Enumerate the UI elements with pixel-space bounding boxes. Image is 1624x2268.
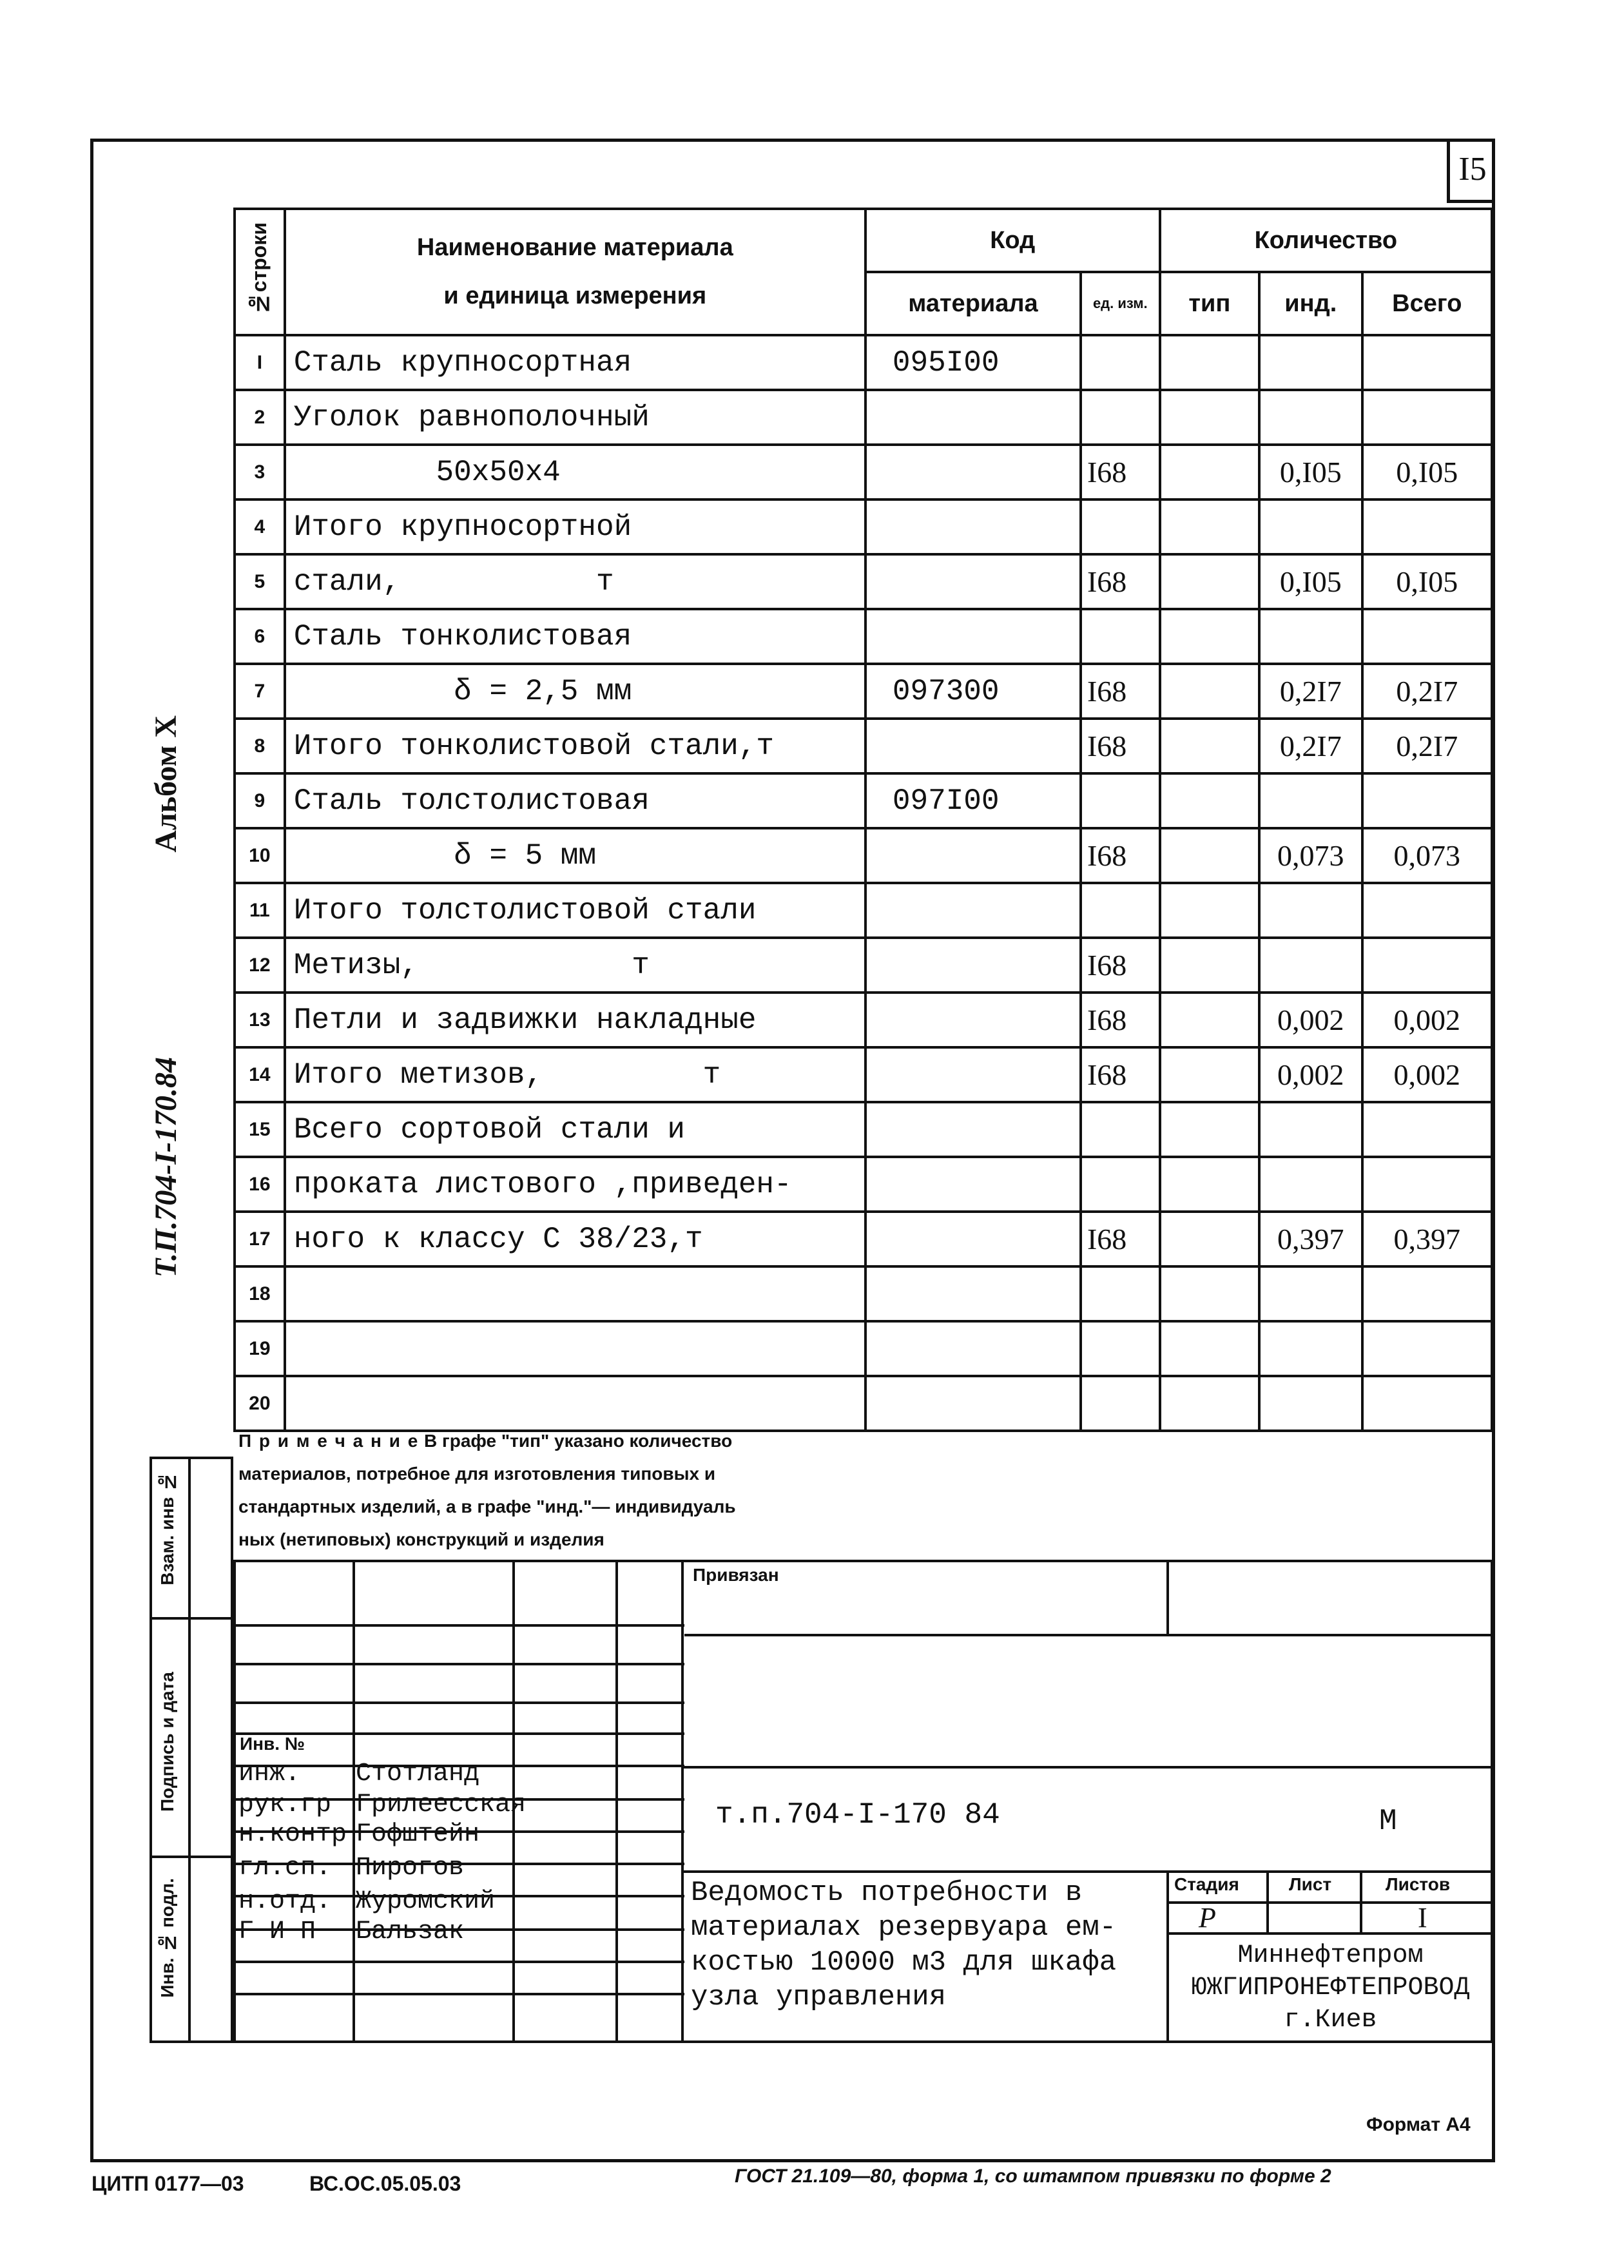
- row-total: 0,2I7: [1362, 719, 1492, 773]
- table-row: [235, 828, 1492, 883]
- row-total: 0,002: [1362, 993, 1492, 1047]
- signer-role: Г И П: [238, 1917, 316, 1946]
- row-name: Сталь толстолистовая: [285, 773, 865, 828]
- row-unit: I68: [1081, 828, 1160, 883]
- table-row: [235, 390, 1492, 445]
- row-ind: [1259, 390, 1362, 445]
- row-total: 0,2I7: [1362, 664, 1492, 719]
- format-label: Формат А4: [1366, 2114, 1471, 2135]
- row-total: [1362, 1157, 1492, 1212]
- row-unit: I68: [1081, 938, 1160, 993]
- row-code: [865, 828, 1081, 883]
- signer-role: инж.: [238, 1759, 301, 1788]
- row-unit: I68: [1081, 993, 1160, 1047]
- row-code: [865, 719, 1081, 773]
- table-row: [235, 1376, 1492, 1431]
- row-type: [1160, 390, 1259, 445]
- stamp-doc-title: Ведомость потребности в материалах резервуара ем- костью 10000 м3 для шкафа узла управления: [691, 1877, 1117, 2013]
- row-type: [1160, 773, 1259, 828]
- table-row: [235, 938, 1492, 993]
- signer-role: рук.гр: [238, 1790, 332, 1819]
- row-code: [865, 1047, 1081, 1102]
- row-type: [1160, 1266, 1259, 1321]
- signer-role: н.отд.: [238, 1887, 332, 1916]
- row-total: [1362, 1321, 1492, 1376]
- row-code: [865, 390, 1081, 445]
- row-number: 11: [235, 883, 285, 938]
- row-total: [1362, 883, 1492, 938]
- row-ind: 0,2I7: [1259, 719, 1362, 773]
- stage-label: Стадия: [1174, 1874, 1239, 1894]
- row-number: 2: [235, 390, 285, 445]
- table-row: [235, 664, 1492, 719]
- row-code: [865, 1376, 1081, 1431]
- row-code: [865, 1321, 1081, 1376]
- row-unit: [1081, 883, 1160, 938]
- note-title: П р и м е ч а н и е: [238, 1431, 420, 1451]
- left-stamp-strip: [150, 1457, 233, 2043]
- note-line-1: В графе "тип" указано количество: [424, 1431, 733, 1451]
- row-number: 5: [235, 554, 285, 609]
- row-total: [1362, 335, 1492, 390]
- row-number: 15: [235, 1102, 285, 1157]
- header-quantity: Количество: [1160, 209, 1492, 272]
- row-total: 0,073: [1362, 828, 1492, 883]
- row-name: Метизы, т: [285, 938, 865, 993]
- row-type: [1160, 828, 1259, 883]
- row-ind: [1259, 1376, 1362, 1431]
- side-doc-code: Т.П.704-I-170.84: [149, 1057, 183, 1278]
- row-number: 9: [235, 773, 285, 828]
- sheet-number: I5: [1447, 139, 1495, 203]
- row-type: [1160, 335, 1259, 390]
- table-row: [235, 499, 1492, 554]
- row-total: [1362, 773, 1492, 828]
- signer-name: Стотланд: [356, 1759, 480, 1788]
- note-line-4: ных (нетиповых) конструкций и изделия: [238, 1529, 604, 1549]
- table-row: [235, 335, 1492, 390]
- footer-gost: ГОСТ 21.109—80, форма 1, со штампом привязки по форме 2: [735, 2166, 1331, 2187]
- row-name: Уголок равнополочный: [285, 390, 865, 445]
- row-type: [1160, 609, 1259, 664]
- row-name: δ = 5 мм: [285, 828, 865, 883]
- row-type: [1160, 1212, 1259, 1266]
- row-type: [1160, 719, 1259, 773]
- row-number: 13: [235, 993, 285, 1047]
- vzam-inv-label: Взам. инв №: [157, 1472, 177, 1585]
- row-code: [865, 445, 1081, 499]
- row-total: [1362, 938, 1492, 993]
- table-row: [235, 609, 1492, 664]
- row-number: 3: [235, 445, 285, 499]
- podpis-label: Подпись и дата: [157, 1672, 177, 1812]
- row-type: [1160, 883, 1259, 938]
- row-name: 50х50х4: [285, 445, 865, 499]
- row-unit: [1081, 1376, 1160, 1431]
- row-number: 12: [235, 938, 285, 993]
- row-name: Сталь крупносортная: [285, 335, 865, 390]
- row-number: 7: [235, 664, 285, 719]
- row-code: [865, 1157, 1081, 1212]
- table-row: [235, 1102, 1492, 1157]
- row-ind: 0,002: [1259, 1047, 1362, 1102]
- header-total: Всего: [1362, 272, 1492, 335]
- row-unit: [1081, 1157, 1160, 1212]
- row-number: 8: [235, 719, 285, 773]
- row-ind: [1259, 1266, 1362, 1321]
- row-type: [1160, 993, 1259, 1047]
- note-line-2: материалов, потребное для изготовления типовых и: [238, 1464, 716, 1484]
- row-total: [1362, 1102, 1492, 1157]
- table-row: [235, 1212, 1492, 1266]
- sheet-label: Лист: [1289, 1874, 1332, 1894]
- row-total: [1362, 499, 1492, 554]
- signer-name: Журомский: [356, 1887, 496, 1916]
- sheets-label: Листов: [1386, 1874, 1451, 1894]
- row-ind: 0,073: [1259, 828, 1362, 883]
- row-ind: 0,002: [1259, 993, 1362, 1047]
- row-name: Всего сортовой стали и: [285, 1102, 865, 1157]
- row-number: 20: [235, 1376, 285, 1431]
- header-material: материала: [865, 272, 1081, 335]
- row-total: 0,002: [1362, 1047, 1492, 1102]
- row-unit: [1081, 499, 1160, 554]
- row-ind: [1259, 773, 1362, 828]
- row-number: 14: [235, 1047, 285, 1102]
- header-type: тип: [1160, 272, 1259, 335]
- inv-no-label: Инв. №: [240, 1734, 305, 1754]
- row-total: 0,I05: [1362, 554, 1492, 609]
- table-row: [235, 1266, 1492, 1321]
- row-code: [865, 554, 1081, 609]
- privyazan-label: Привязан: [693, 1565, 779, 1585]
- table-row: [235, 1047, 1492, 1102]
- header-unit: ед. изм.: [1081, 272, 1160, 335]
- sheets-value: I: [1418, 1902, 1427, 1934]
- row-type: [1160, 1157, 1259, 1212]
- table-row: [235, 1321, 1492, 1376]
- row-unit: [1081, 335, 1160, 390]
- row-number: I: [235, 335, 285, 390]
- organization: Миннефтепром ЮЖГИПРОНЕФТЕПРОВОД г.Киев: [1191, 1941, 1470, 2035]
- row-code: [865, 1212, 1081, 1266]
- row-number: 4: [235, 499, 285, 554]
- album-label: Альбом X: [149, 715, 183, 853]
- footer-left-code2: ВС.ОС.05.05.03: [309, 2172, 461, 2195]
- row-code: [865, 1102, 1081, 1157]
- row-number: 19: [235, 1321, 285, 1376]
- row-unit: [1081, 773, 1160, 828]
- row-code: [865, 883, 1081, 938]
- row-unit: I68: [1081, 664, 1160, 719]
- row-type: [1160, 1102, 1259, 1157]
- row-name: Итого крупносортной: [285, 499, 865, 554]
- row-number: 16: [235, 1157, 285, 1212]
- signer-role: н.контр: [238, 1820, 347, 1849]
- table-row: [235, 554, 1492, 609]
- header-row-no: №строки: [235, 209, 285, 335]
- row-ind: [1259, 1157, 1362, 1212]
- row-ind: [1259, 609, 1362, 664]
- row-name: [285, 1266, 865, 1321]
- header-name: Наименование материала и единица измерения: [285, 209, 865, 335]
- row-type: [1160, 554, 1259, 609]
- table-row: [235, 1157, 1492, 1212]
- footer-left-code: ЦИТП 0177—03: [92, 2172, 244, 2195]
- row-ind: [1259, 1321, 1362, 1376]
- row-number: 6: [235, 609, 285, 664]
- signer-name: Бальзак: [356, 1917, 465, 1946]
- header-ind: инд.: [1259, 272, 1362, 335]
- table-row: [235, 883, 1492, 938]
- row-number: 10: [235, 828, 285, 883]
- row-ind: [1259, 335, 1362, 390]
- row-name: Итого метизов, т: [285, 1047, 865, 1102]
- row-unit: I68: [1081, 554, 1160, 609]
- row-unit: [1081, 390, 1160, 445]
- row-ind: 0,2I7: [1259, 664, 1362, 719]
- row-name: Сталь тонколистовая: [285, 609, 865, 664]
- row-unit: [1081, 609, 1160, 664]
- row-code: [865, 993, 1081, 1047]
- row-ind: [1259, 499, 1362, 554]
- table-row: [235, 773, 1492, 828]
- row-name: Петли и задвижки накладные: [285, 993, 865, 1047]
- row-total: [1362, 609, 1492, 664]
- row-name: проката листового ,приведен-: [285, 1157, 865, 1212]
- note: [238, 1424, 1012, 1556]
- row-code: 097I00: [865, 773, 1081, 828]
- row-ind: [1259, 1102, 1362, 1157]
- materials-table: [233, 208, 1493, 1432]
- row-type: [1160, 499, 1259, 554]
- signer-name: Гофштейн: [356, 1820, 480, 1849]
- row-name: Итого тонколистовой стали,т: [285, 719, 865, 773]
- row-unit: I68: [1081, 1047, 1160, 1102]
- row-ind: [1259, 883, 1362, 938]
- row-name: [285, 1321, 865, 1376]
- row-code: [865, 938, 1081, 993]
- table-row: [235, 719, 1492, 773]
- row-type: [1160, 664, 1259, 719]
- row-unit: [1081, 1102, 1160, 1157]
- row-code: [865, 1266, 1081, 1321]
- header-code: Код: [865, 209, 1160, 272]
- row-number: 17: [235, 1212, 285, 1266]
- row-total: [1362, 390, 1492, 445]
- row-total: [1362, 1266, 1492, 1321]
- row-type: [1160, 1376, 1259, 1431]
- row-unit: [1081, 1321, 1160, 1376]
- stamp-doc-code: т.п.704-I-170 84: [715, 1798, 1000, 1832]
- row-ind: [1259, 938, 1362, 993]
- row-code: [865, 609, 1081, 664]
- row-type: [1160, 1321, 1259, 1376]
- row-type: [1160, 1047, 1259, 1102]
- row-code: 097300: [865, 664, 1081, 719]
- row-total: 0,I05: [1362, 445, 1492, 499]
- row-type: [1160, 938, 1259, 993]
- row-ind: 0,397: [1259, 1212, 1362, 1266]
- row-name: [285, 1376, 865, 1431]
- signer-name: Пирогов: [356, 1854, 465, 1883]
- row-unit: [1081, 1266, 1160, 1321]
- row-name: стали, т: [285, 554, 865, 609]
- signer-name: Грилеесская: [356, 1790, 527, 1819]
- stage-value: Р: [1199, 1902, 1216, 1934]
- row-ind: 0,I05: [1259, 554, 1362, 609]
- stamp-letter: М: [1379, 1805, 1397, 1838]
- table-row: [235, 993, 1492, 1047]
- row-name: δ = 2,5 мм: [285, 664, 865, 719]
- note-line-3: стандартных изделий, а в графе "инд."— индивидуаль: [238, 1497, 736, 1517]
- row-total: 0,397: [1362, 1212, 1492, 1266]
- row-total: [1362, 1376, 1492, 1431]
- inv-podl-label: Инв. № подл.: [157, 1878, 177, 1998]
- table-row: [235, 445, 1492, 499]
- row-number: 18: [235, 1266, 285, 1321]
- row-ind: 0,I05: [1259, 445, 1362, 499]
- row-type: [1160, 445, 1259, 499]
- row-name: Итого толстолистовой стали: [285, 883, 865, 938]
- row-code: 095I00: [865, 335, 1081, 390]
- signer-role: гл.сп.: [238, 1854, 332, 1883]
- row-name: ного к классу С 38/23,т: [285, 1212, 865, 1266]
- row-unit: I68: [1081, 719, 1160, 773]
- row-unit: I68: [1081, 445, 1160, 499]
- row-unit: I68: [1081, 1212, 1160, 1266]
- row-code: [865, 499, 1081, 554]
